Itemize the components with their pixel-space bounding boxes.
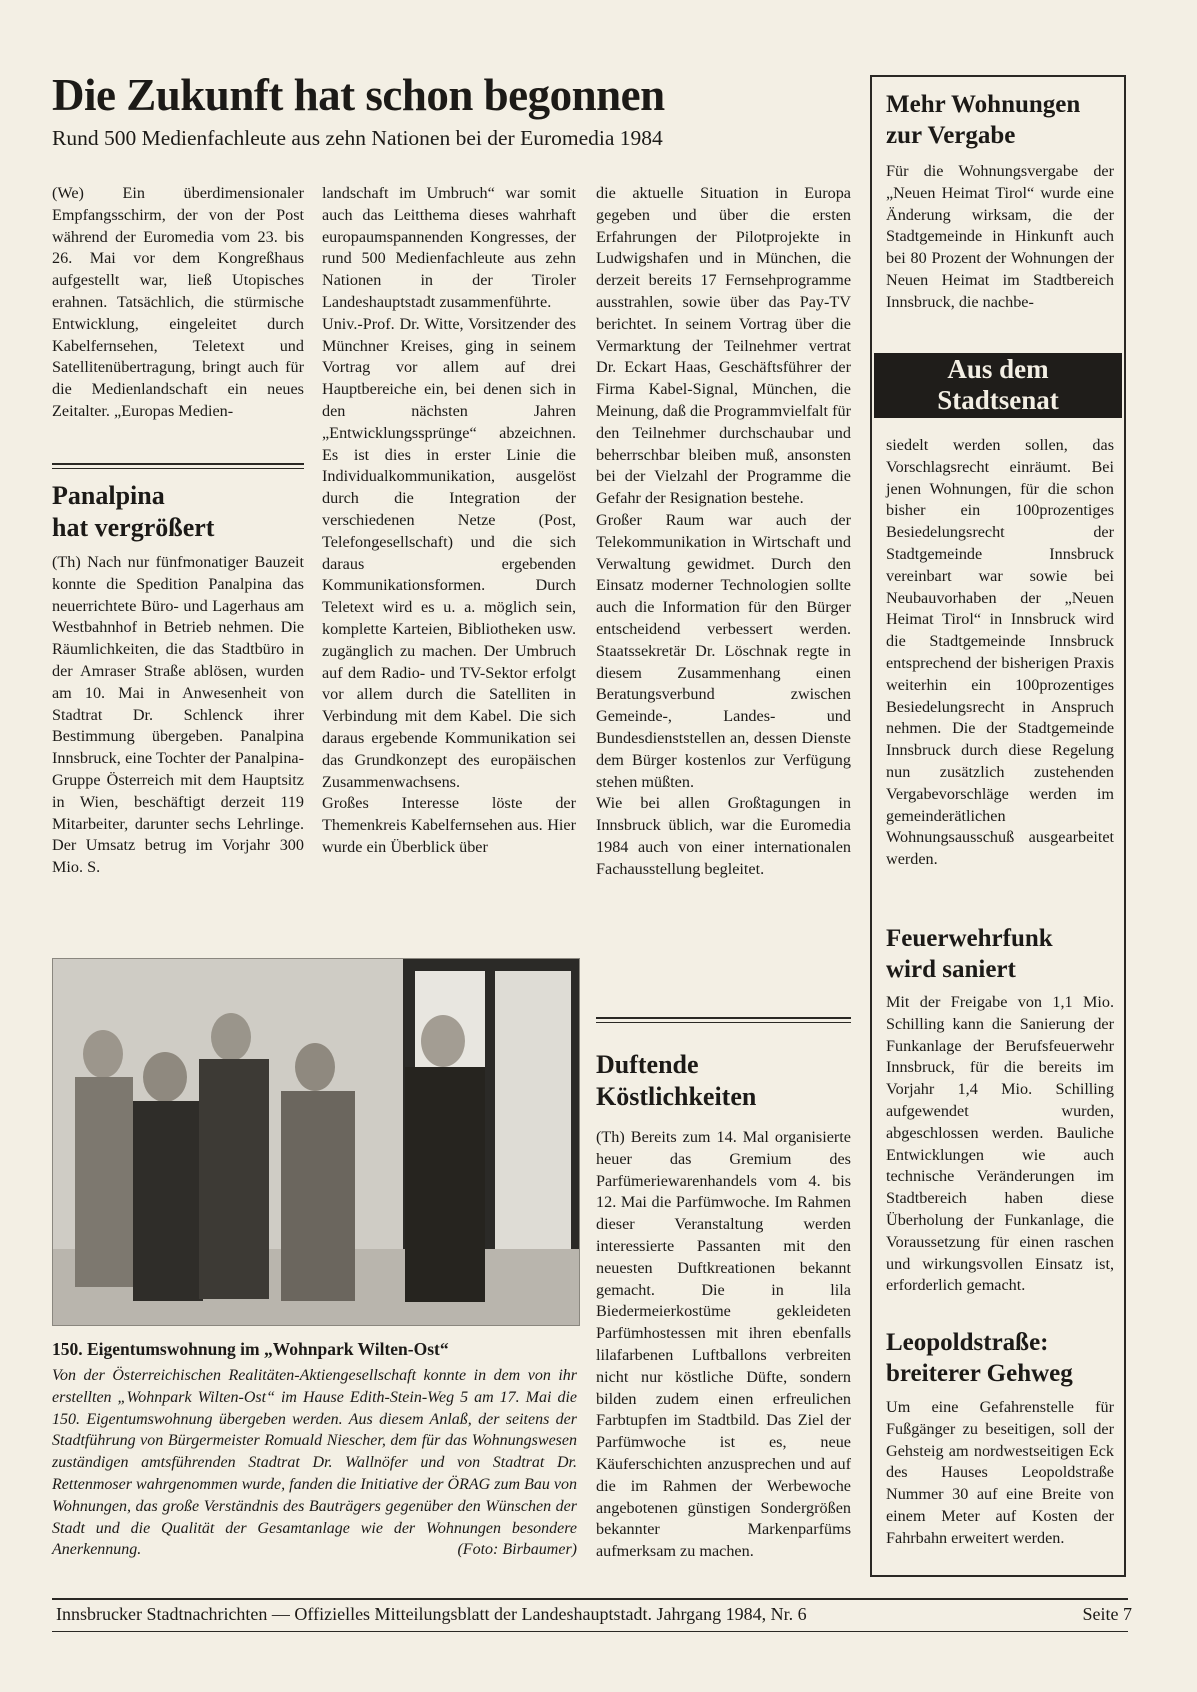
panalpina-body: (Th) Nach nur fünfmonatiger Bauzeit konnte die Spedition Panalpina das neuerrichtete Büro- und Lagerhaus am Westbahnhof in Betrieb nehmen. Die Räumlichkeiten, die das Stadtbüro in der Amraser Straße ablösen, wurden am 10. Mai in Anwesenheit von Stadtrat Dr. Schlenck ihrer Bestimmung übergeben. Panalpina Innsbruck, eine Tochter der Panalpina-Gruppe Österreich mit dem Hauptsitz in Wien, beschäftigt derzeit 119 Mitarbeiter, darunter sechs Lehrlinge. Der Umsatz betrug im Vorjahr 300 Mio. S.	[52, 553, 304, 877]
leopold-heading: Leopoldstraße: breiterer Gehweg	[886, 1329, 1073, 1387]
footer-rule-bottom	[52, 1631, 1128, 1632]
sidebar-box	[870, 75, 1126, 1577]
wohnungen-body-1: Für die Wohnungsvergabe der „Neuen Heimat Tirol“ wurde eine Änderung wirksam, die der Stadtgemeinde in Hinkunft auch bei 80 Prozent der Wohnungen der Neuen Heimat im Stadtbereich Innsbruck, die nachbe-	[886, 162, 1114, 311]
photo-illustration	[53, 959, 579, 1325]
page-number: Seite 7	[1082, 1604, 1132, 1624]
article-column-3: die aktuelle Situation in Europa gegeben und über die ersten Erfahrungen der Pilotprojekte in Ludwigshafen und in München, die derzeit bereits 17 Fernsehprogramme ausstrahlen, sowie über das Pay-TV berichtet. In seinem Vortrag über die Vermarktung der Teilnehmer vertrat Dr. Eckart Haas, Geschäftsführer der Firma Kabel-Signal, München, die Meinung, daß die Programmvielfalt für den Teilnehmer durchschaubar und beherrschbar bleiben muß, ansonsten bei der Vielzahl der Programme die Gefahr der Resignation bestehe. Großer Raum war auch der Telekommunikation in Wirtschaft und Verwaltung gewidmet. Durch den Einsatz moderner Technologien sollte auch die Information für den Bürger entscheidend verbessert werden. Staatssekretär Dr. Löschnak regte in diesem Zusammenhang einen Beratungsverbund zwischen Gemeinde-, Landes- und Bundesdienststellen an, dessen Dienste dem Bürger kostenlos zur Verfügung stehen müßten. Wie bei allen Großtagungen in Innsbruck üblich, war die Euromedia 1984 auch von einer internationalen Fachausstellung begleitet.	[596, 184, 851, 878]
wohnungen-body-2: siedelt werden sollen, das Vorschlagsrecht einräumt. Bei jenen Wohnungen, für die schon bisher ein 100prozentiges Besiedelungsrecht der Stadtgemeinde Innsbruck vereinbart war sowie bei Neubauvorhaben der „Neuen Heimat Tirol“ in Innsbruck wird die Stadtgemeinde Innsbruck entsprechend der bisherigen Praxis weiterhin ein 100prozentiges Besiedelungsrecht in Anspruch nehmen. Die der Stadtgemeinde Innsbruck durch diese Regelung nun zusätzlich zustehenden Vergabevorschläge werden im gemeinderätlichen Wohnungsausschuß ausgearbeitet werden.	[886, 436, 1114, 869]
wohnungen-heading: Mehr Wohnungen zur Vergabe	[886, 91, 1081, 149]
footer-publication: Innsbrucker Stadtnachrichten — Offizielles Mitteilungsblatt der Landeshauptstadt. Jahrgang 1984, Nr. 6	[56, 1604, 807, 1624]
photo-credit: (Foto: Birbaumer)	[457, 1541, 577, 1559]
page-subtitle: Rund 500 Medienfachleute aus zehn Nationen bei der Euromedia 1984	[52, 126, 663, 150]
feuerwehr-heading: Feuerwehrfunk wird saniert	[886, 925, 1053, 983]
stadtsenat-banner: Aus dem Stadtsenat	[874, 353, 1122, 418]
duftende-body: (Th) Bereits zum 14. Mal organisierte heuer das Gremium des Parfümeriewarenhandels vom 4. bis 12. Mai die Parfümwoche. Im Rahmen dieser Veranstaltung werden interessierte Passanten mit den neuesten Duftkreationen bekannt gemacht. Die in lila Biedermeierkostüme gekleideten Parfümhostessen mit ihren ebenfalls lilafarbenen Luftballons verbreiten nicht nur köstliche Düfte, sondern bilden zudem einen erfreulichen Farbtupfen im Stadtbild. Das Ziel der Parfümwoche ist es, neue Käuferschichten anzusprechen und auf die im Rahmen der Werbewoche angebotenen günstigen Sondergrößen bekannter Markenparfüms aufmerksam zu machen.	[596, 1128, 851, 1561]
photo-caption-title: 150. Eigentumswohnung im „Wohnpark Wilten-Ost“	[52, 1339, 449, 1359]
article-column-2: landschaft im Umbruch“ war somit auch das Leitthema dieses wahrhaft europaumspannenden Kongresses, der rund 500 Medienfachleute aus zehn Nationen in der Tiroler Landeshauptstadt zusammenführte. Univ.-Prof. Dr. Witte, Vorsitzender des Münchner Kreises, ging in seinem Vortrag vor allem auf drei Hauptbereiche ein, bei denen sich in den nächsten Jahren „Entwicklungssprünge“ abzeichnen. Es ist dies in erster Linie die Individualkommunikation, ausgelöst durch die Integration der verschiedenen Netze (Post, Telefongesellschaft) und die sich daraus ergebenden Kommunikationsformen. Durch Teletext wird es u. a. möglich sein, komplette Karteien, Bibliotheken usw. zugänglich zu machen. Der Umbruch auf dem Radio- und TV-Sektor erfolgt vor allem durch die Satelliten in Verbindung mit dem Kabel. Die sich daraus ergebende Kommunikation sei das Grundkonzept des europäischen Zusammenwachsens. Großes Interesse löste der Themenkreis Kabelfernsehen aus. Hier wurde ein Überblick über	[322, 184, 576, 856]
article-column-1: (We) Ein überdimensionaler Empfangsschirm, der von der Post während der Euromedia vom 23. bis 26. Mai vor dem Kongreßhaus aufgestellt war, ließ Utopisches erahnen. Tatsächlich, die stürmische Entwicklung, eingeleitet durch Kabelfernsehen, Teletext und Satellitenübertragung, bringt auch für die Medienlandschaft ein neues Zeitalter. „Europas Medien-	[52, 184, 304, 420]
photo-handover	[52, 958, 580, 1326]
divider	[596, 1017, 851, 1023]
leopold-body: Um eine Gefahrenstelle für Fußgänger zu beseitigen, soll der Gehsteig am nordwestseitigen Eck des Hauses Leopoldstraße Nummer 30 auf eine Breite von einem Meter auf Kosten der Fahrbahn erweitert werden.	[886, 1398, 1114, 1547]
photo-caption	[52, 1365, 577, 1561]
photo-caption-text: Von der Österreichischen Realitäten-Aktiengesellschaft konnte in dem von ihr erstellten „Wohnpark Wilten-Ost“ im Hause Edith-Stein-Weg 5 am 17. Mai die 150. Eigentumswohnung übergeben werden. Aus diesem Anlaß, der seitens der Stadtführung von Bürgermeister Romuald Niescher, dem für das Wohnungswesen zuständigen amtsführenden Stadtrat Dr. Wallnöfer und von Stadtrat Dr. Rettenmoser wahrgenommen wurde, fanden die Initiative der ÖRAG zum Bau von Wohnungen, das große Verständnis des Bauträgers gegenüber den Wünschen der Stadt und die Qualität der Gesamtanlage wie der Wohnungen besondere Anerkennung.	[52, 1367, 577, 1559]
divider	[52, 463, 304, 469]
duftende-heading: Duftende Köstlichkeiten	[596, 1050, 757, 1111]
feuerwehr-body: Mit der Freigabe von 1,1 Mio. Schilling kann die Sanierung der Funkanlage der Berufsfeuerwehr Innsbruck, für die bereits im Vorjahr 1,4 Mio. Schilling aufgewendet wurden, abgeschlossen werden. Bauliche Entwicklungen wie auch technische Veränderungen im Stadtbereich haben diese Überholung der Funkanlage, die Voraussetzung für einen raschen und wirkungsvollen Einsatz ist, erforderlich gemacht.	[886, 993, 1114, 1295]
panalpina-heading: Panalpina hat vergrößert	[52, 481, 215, 542]
page-title: Die Zukunft hat schon begonnen	[52, 70, 665, 120]
footer-rule	[52, 1598, 1128, 1600]
